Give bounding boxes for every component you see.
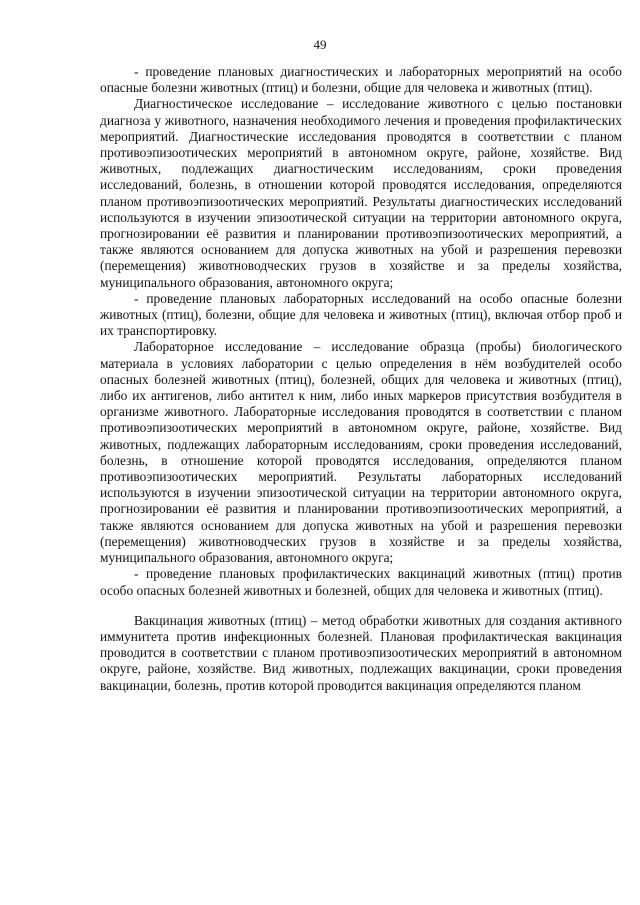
paragraph-diagnostic-measures: - проведение плановых диагностических и лабораторных мероприятий на особо опасные болезни животных (птиц) и болезни, общие для человека и животных (птиц). (100, 64, 622, 96)
paragraph-vaccination-measures: - проведение плановых профилактических вакцинаций животных (птиц) против особо опасных болезней животных и болезней, общих для человека и животных (птиц). (100, 566, 622, 598)
page-number: 49 (313, 37, 327, 52)
paragraph-laboratory-definition: Лабораторное исследование – исследование образца (пробы) биологического материала в условиях лаборатории с целью определения в нём возбудителей особо опасных болезней животных (птиц), болезней, общих для человека и животных (птиц), либо их антигенов, либо антител к ним, либо иных маркеров присутствия возбудителя в организме животного. Лабораторные исследования проводятся в соответствии с планом противоэпизоотических мероприятий в автономном округе, районе, хозяйстве. Вид животных, подлежащих лабораторным исследованиям, сроки проведения исследований, болезнь, в отношение которой проводятся исследования, определяются планом противоэпизоотических мероприятий. Результаты лабораторных исследований используются в изучении эпизоотической ситуации на территории автономного округа, прогнозировании её развития и планировании противоэпизоотических мероприятий, а также являются основанием для допуска животных на убой и разрешения перевозки (перемещения) животноводческих грузов в хозяйстве и за пределы хозяйства, муниципального образования, автономного округа; (100, 339, 622, 566)
page-body (100, 64, 622, 694)
paragraph-diagnostic-definition: Диагностическое исследование – исследование животного с целью постановки диагноза у животного, назначения необходимого лечения и проведения профилактических мероприятий. Диагностические исследования проводятся в соответствии с планом противоэпизоотических мероприятий в автономном округе, районе, хозяйстве. Вид животных, подлежащих диагностическим исследованиям, сроки проведения исследований, болезнь, в отношении которой проводятся исследования, определяются планом противоэпизоотических мероприятий. Результаты диагностических исследований используются в изучении эпизоотической ситуации на территории автономного округа, прогнозировании её развития и планировании противоэпизоотических мероприятий, а также являются основанием для допуска животных на убой и разрешения перевозки (перемещения) животноводческих грузов в хозяйстве и за пределы хозяйства, муниципального образования, автономного округа; (100, 96, 622, 290)
paragraph-laboratory-measures: - проведение плановых лабораторных исследований на особо опасные болезни животных (птиц), болезни, общие для человека и животных (птиц), включая отбор проб и их транспортировку. (100, 290, 622, 339)
paragraph-vaccination-definition: Вакцинация животных (птиц) – метод обработки животных для создания активного иммунитета против инфекционных болезней. Плановая профилактическая вакцинация проводится в соответствии с планом противоэпизоотических мероприятий в автономном округе, районе, хозяйстве. Вид животных, подлежащих вакцинации, сроки проведения вакцинации, болезнь, против которой проводится вакцинация определяются планом (100, 612, 622, 693)
